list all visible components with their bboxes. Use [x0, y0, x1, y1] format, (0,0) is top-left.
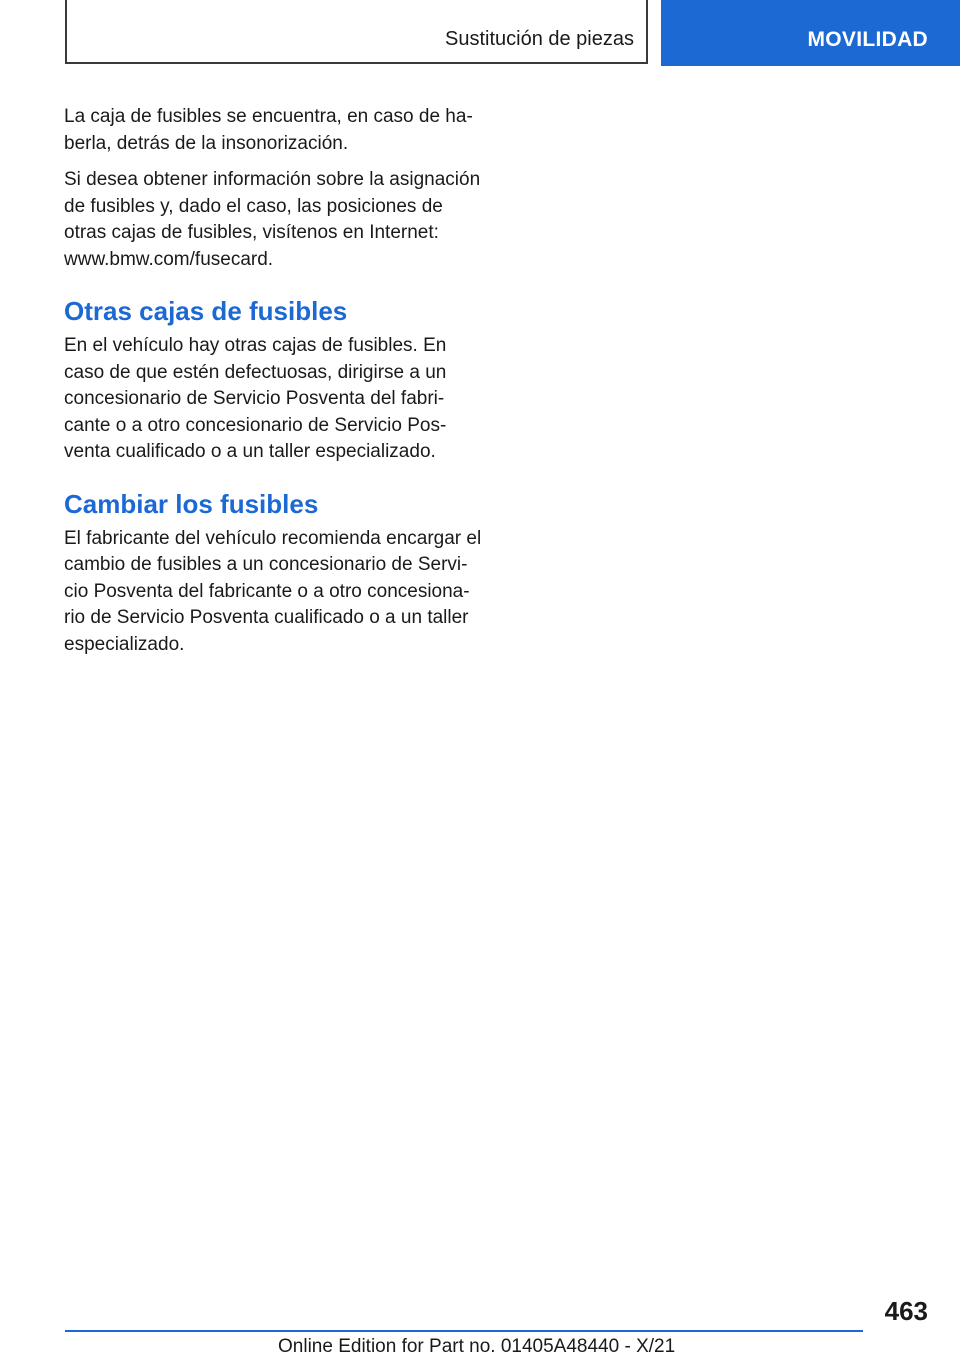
heading-change-fuses: Cambiar los fusibles: [64, 488, 319, 519]
page-content: [64, 104, 484, 668]
chapter-label: MOVILIDAD: [807, 28, 928, 51]
section-title: Sustitución de piezas: [444, 28, 634, 50]
header-section-box: [65, 0, 648, 64]
paragraph-change-fuses: El fabricante del vehículo recomienda encargar el cambio de fusibles a un concesionario de Servi-cio Posventa del fabricante o a otro concesiona-rio de Servicio Posventa cualificado o a un taller especializado.: [64, 527, 482, 655]
paragraph-fuse-location: La caja de fusibles se encuentra, en caso de ha-berla, detrás de la insonorización.: [64, 106, 473, 154]
paragraph-fuse-info: Si desea obtener información sobre la asignación de fusibles y, dado el caso, las posiciones de otras cajas de fusibles, visítenos en Internet: www.bmw.com/fusecard.: [64, 169, 481, 270]
page-number: 463: [884, 1296, 928, 1326]
footer-divider: [65, 1330, 863, 1332]
paragraph-other-fuse-boxes: En el vehículo hay otras cajas de fusibles. En caso de que estén defectuosas, dirigirse a un concesionario de Servicio Posventa del fabri-cante o a otro concesionario de Servicio Pos-venta cualificado o a un taller especializado.: [64, 335, 447, 462]
footer-edition-text: Online Edition for Part no. 01405A48440 - X/21: [278, 1336, 676, 1357]
heading-other-fuse-boxes: Otras cajas de fusibles: [64, 296, 348, 326]
chapter-tab: [661, 0, 960, 66]
